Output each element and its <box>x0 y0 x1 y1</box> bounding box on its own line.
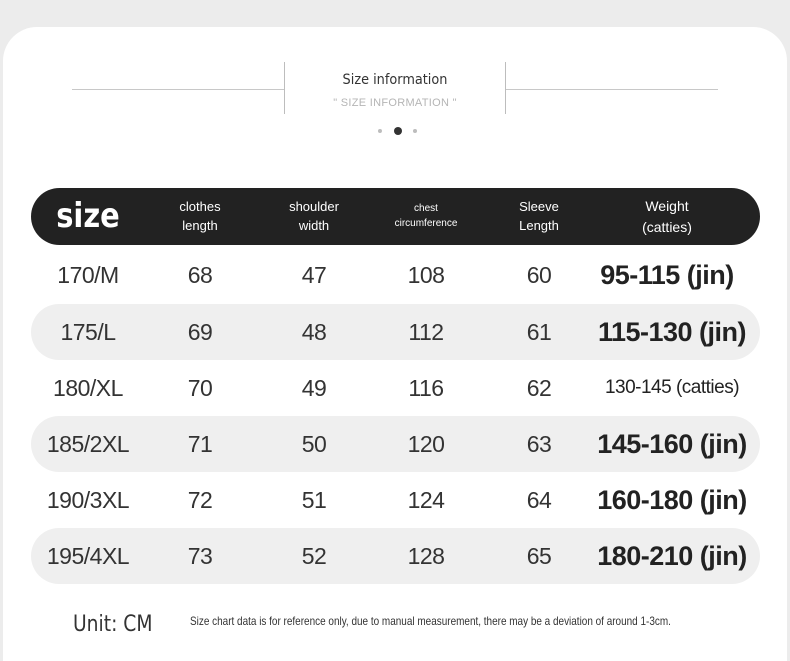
header-shoulder-width: shoulder width <box>289 198 339 233</box>
cell-length: 73 <box>187 542 213 569</box>
cell-shoulder: 47 <box>301 261 327 288</box>
cell-shoulder: 48 <box>301 318 327 345</box>
cell-sleeve: 63 <box>526 430 552 457</box>
table-row <box>31 247 760 303</box>
cell-shoulder: 50 <box>301 430 327 457</box>
cell-weight: 160-180 (jin) <box>597 484 747 515</box>
cell-chest: 116 <box>408 374 444 401</box>
cell-weight: 145-160 (jin) <box>597 428 747 459</box>
carousel-dots <box>376 126 420 136</box>
cell-shoulder: 51 <box>301 486 327 513</box>
cell-chest: 128 <box>407 542 445 569</box>
header-weight: Weight (catties) <box>642 198 692 235</box>
header-sleeve-length: Sleeve Length <box>519 198 559 233</box>
divider-left <box>72 89 284 90</box>
table-row <box>31 304 760 360</box>
cell-chest: 108 <box>407 261 445 288</box>
cell-shoulder: 52 <box>301 542 327 569</box>
cell-weight: 130-145 (catties) <box>604 377 740 398</box>
cell-chest: 112 <box>408 318 444 345</box>
table-row <box>31 472 760 528</box>
unit-label: Unit: CM <box>73 612 153 637</box>
cell-length: 71 <box>187 430 213 457</box>
cell-sleeve: 61 <box>526 318 552 345</box>
cell-length: 72 <box>187 486 213 513</box>
cell-sleeve: 65 <box>526 542 552 569</box>
dot-active-icon <box>394 127 402 135</box>
cell-size: 180/XL <box>53 374 123 401</box>
table-row <box>31 416 760 472</box>
divider-right <box>506 89 718 90</box>
cell-size: 195/4XL <box>46 542 130 569</box>
cell-length: 70 <box>187 374 213 401</box>
cell-length: 68 <box>187 261 213 288</box>
cell-sleeve: 62 <box>526 374 552 401</box>
cell-chest: 124 <box>407 486 445 513</box>
table-header <box>31 188 760 245</box>
table-row <box>31 528 760 584</box>
dot-icon <box>378 129 382 133</box>
cell-size: 175/L <box>60 318 116 345</box>
cell-shoulder: 49 <box>301 374 327 401</box>
disclaimer-note: Size chart data is for reference only, due to manual measurement, there may be a deviation of around 1-3cm. <box>190 614 671 628</box>
cell-weight: 115-130 (jin) <box>597 316 747 347</box>
dot-icon <box>413 129 417 133</box>
table-row <box>31 360 760 416</box>
cell-size: 185/2XL <box>46 430 130 457</box>
cell-chest: 120 <box>407 430 445 457</box>
section-subtitle: " SIZE INFORMATION " <box>333 97 457 109</box>
cell-size: 190/3XL <box>46 486 130 513</box>
cell-size: 170/M <box>57 261 119 288</box>
header-size: size <box>56 195 120 236</box>
cell-weight: 95-115 (jin) <box>600 259 734 290</box>
cell-weight: 180-210 (jin) <box>597 540 747 571</box>
header-chest: chest circumference <box>394 203 458 229</box>
section-title: Size information <box>342 72 448 88</box>
cell-sleeve: 60 <box>526 261 552 288</box>
cell-sleeve: 64 <box>526 486 552 513</box>
cell-length: 69 <box>187 318 213 345</box>
header-clothes-length: clothes length <box>179 198 221 233</box>
